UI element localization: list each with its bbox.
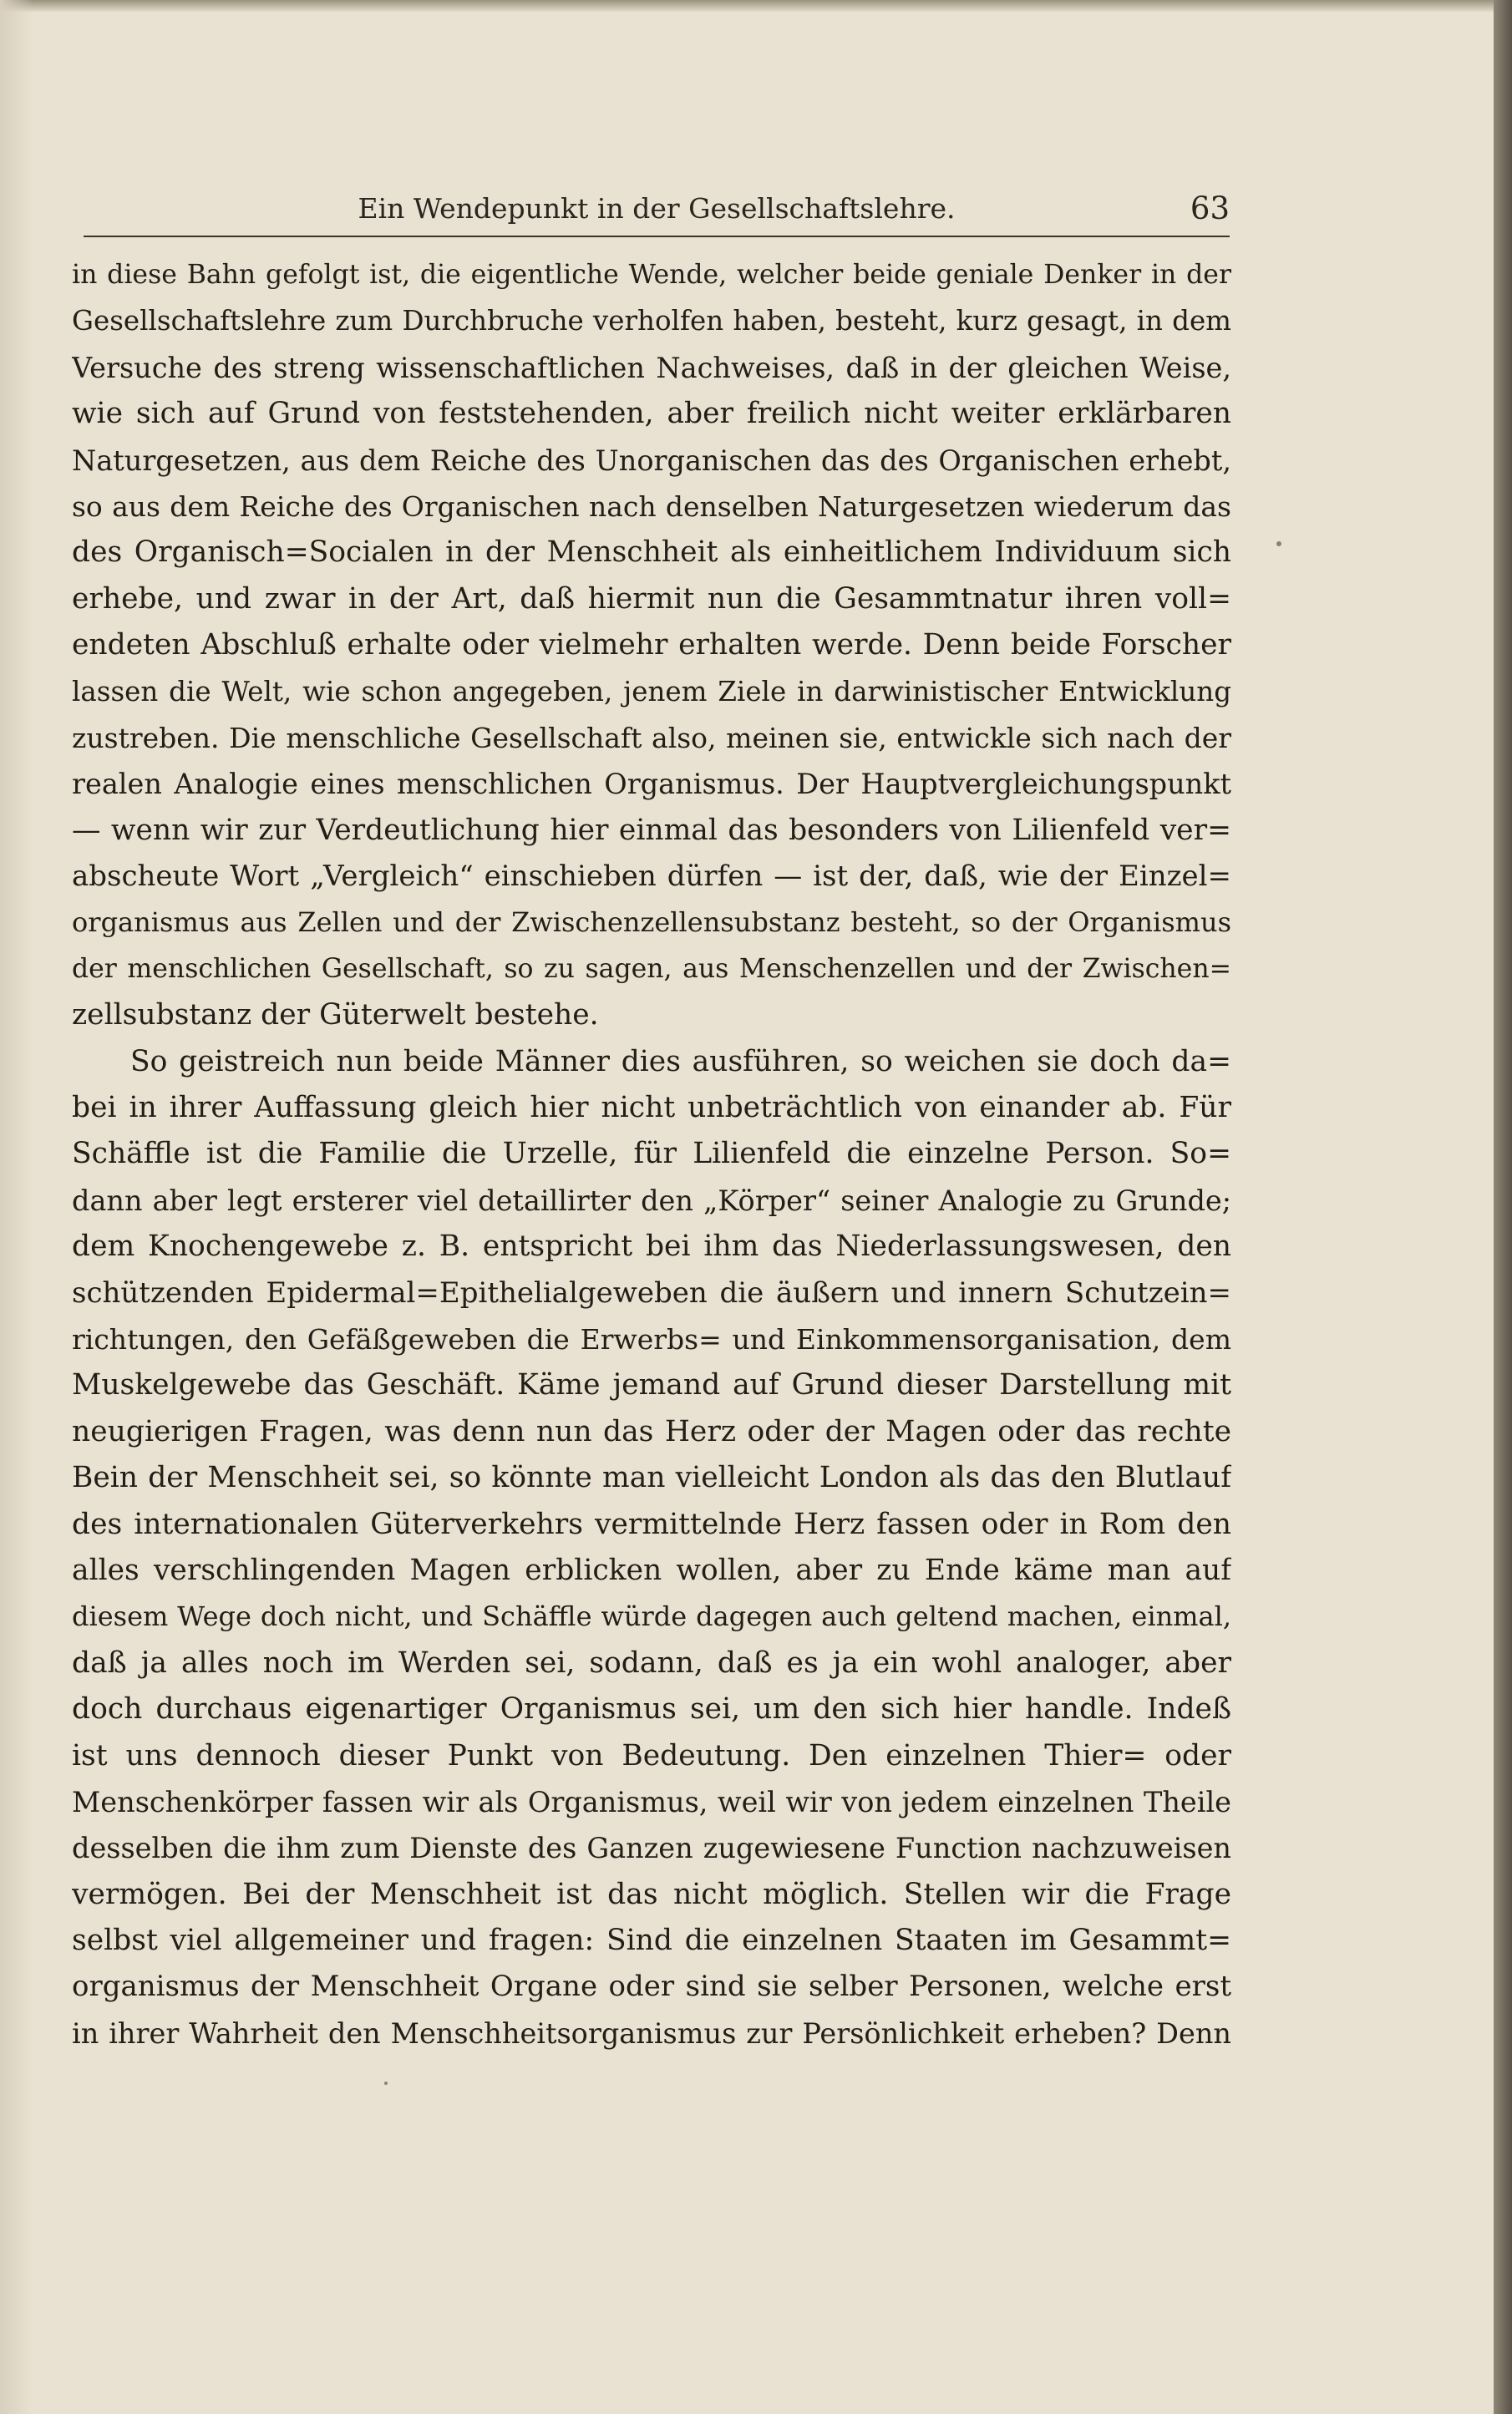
text-line: in ihrer Wahrheit den Menschheitsorganismus zur Persönlichkeit erheben? Denn <box>72 2016 1231 2050</box>
text-line: daß ja alles noch im Werden sei, sodann, daß es ja ein wohl analoger, aber <box>72 1646 1231 1680</box>
text-line: des internationalen Güterverkehrs vermittelnde Herz fassen oder in Rom den <box>72 1507 1231 1541</box>
paper-speck <box>384 2082 388 2085</box>
text-line: ist uns dennoch dieser Punkt von Bedeutung. Den einzelnen Thier= oder <box>72 1738 1231 1772</box>
text-line: der menschlichen Gesellschaft, so zu sagen, aus Menschenzellen und der Zwischen= <box>72 953 1231 984</box>
page-number: 63 <box>1190 190 1230 226</box>
text-line: schützenden Epidermal=Epithelialgeweben die äußern und innern Schutzein= <box>72 1275 1231 1310</box>
text-line: des Organisch=Socialen in der Menschheit als einheitlichem Individuum sich <box>72 535 1231 570</box>
paper-speck <box>1276 541 1281 546</box>
paragraph-2 <box>72 1039 1231 2057</box>
text-line: realen Analogie eines menschlichen Organismus. Der Hauptvergleichungspunkt <box>72 768 1231 801</box>
text-line: zustreben. Die menschliche Gesellschaft also, meinen sie, entwickle sich nach der <box>72 721 1231 754</box>
text-line: organismus aus Zellen und der Zwischenzellensubstanz besteht, so der Organismus <box>72 906 1231 939</box>
page-right-edge <box>1494 0 1512 2414</box>
text-line: dann aber legt ersterer viel detaillirter den „Körper“ seiner Analogie zu Grunde; <box>72 1184 1231 1217</box>
text-line: Versuche des streng wissenschaftlichen Nachweises, daß in der gleichen Weise, <box>72 351 1231 384</box>
text-line: — wenn wir zur Verdeutlichung hier einmal das besonders von Lilienfeld ver= <box>72 813 1231 847</box>
text-line: bei in ihrer Auffassung gleich hier nicht unbeträchtlich von einander ab. Für <box>72 1091 1231 1125</box>
text-line: lassen die Welt, wie schon angegeben, jenem Ziele in darwinistischer Entwicklung <box>72 675 1231 707</box>
text-line: erhebe, und zwar in der Art, daß hiermit nun die Gesammtnatur ihren voll= <box>72 581 1231 616</box>
text-line: alles verschlingenden Magen erblicken wollen, aber zu Ende käme man auf <box>72 1553 1231 1587</box>
text-line: So geistreich nun beide Männer dies ausführen, so weichen sie doch da= <box>130 1044 1231 1078</box>
text-line: organismus der Menschheit Organe oder sind sie selber Personen, welche erst <box>72 1970 1231 2004</box>
text-line: richtungen, den Gefäßgeweben die Erwerbs= und Einkommensorganisation, dem <box>72 1322 1231 1356</box>
text-line: Bein der Menschheit sei, so könnte man vielleicht London als das den Blutlauf <box>72 1461 1231 1495</box>
page-left-shadow <box>0 0 33 2414</box>
text-line: dem Knochengewebe z. B. entspricht bei ihm das Niederlassungswesen, den <box>72 1230 1231 1264</box>
page-top-edge <box>0 0 1512 12</box>
text-line: wie sich auf Grund von feststehenden, aber freilich nicht weiter erklärbaren <box>72 397 1231 431</box>
text-line: diesem Wege doch nicht, und Schäffle würde dagegen auch geltend machen, einmal, <box>72 1600 1231 1633</box>
text-line: selbst viel allgemeiner und fragen: Sind die einzelnen Staaten im Gesammt= <box>72 1924 1231 1958</box>
text-line: Menschenkörper fassen wir als Organismus, weil wir von jedem einzelnen Theile <box>72 1785 1231 1818</box>
running-title: Ein Wendepunkt in der Gesellschaftslehre. <box>358 192 956 225</box>
text-line: doch durchaus eigenartiger Organismus sei, um den sich hier handle. Indeß <box>72 1692 1231 1727</box>
text-line: zellsubstanz der Güterwelt bestehe. <box>72 998 599 1032</box>
text-line: neugierigen Fragen, was denn nun das Herz oder der Magen oder das rechte <box>72 1414 1231 1448</box>
text-line: Gesellschaftslehre zum Durchbruche verholfen haben, besteht, kurz gesagt, in dem <box>72 305 1231 337</box>
text-line: Naturgesetzen, aus dem Reiche des Unorganischen das des Organischen erhebt, <box>72 444 1231 477</box>
text-line: in diese Bahn gefolgt ist, die eigentliche Wende, welcher beide geniale Denker in der <box>72 260 1231 290</box>
text-line: desselben die ihm zum Dienste des Ganzen zugewiesene Function nachzuweisen <box>72 1832 1231 1865</box>
text-line: Muskelgewebe das Geschäft. Käme jemand auf Grund dieser Darstellung mit <box>72 1368 1231 1402</box>
body-text <box>72 252 1231 2056</box>
text-line: vermögen. Bei der Menschheit ist das nicht möglich. Stellen wir die Frage <box>72 1877 1231 1911</box>
text-line: so aus dem Reiche des Organischen nach denselben Naturgesetzen wiederum das <box>72 489 1231 523</box>
running-header <box>84 185 1230 237</box>
text-line: endeten Abschluß erhalte oder vielmehr erhalten werde. Denn beide Forscher <box>72 628 1231 662</box>
text-line: abscheute Wort „Vergleich“ einschieben dürfen — ist der, daß, wie der Einzel= <box>72 860 1231 894</box>
text-line: Schäffle ist die Familie die Urzelle, für Lilienfeld die einzelne Person. So= <box>72 1137 1231 1171</box>
paragraph-1 <box>72 252 1231 1039</box>
